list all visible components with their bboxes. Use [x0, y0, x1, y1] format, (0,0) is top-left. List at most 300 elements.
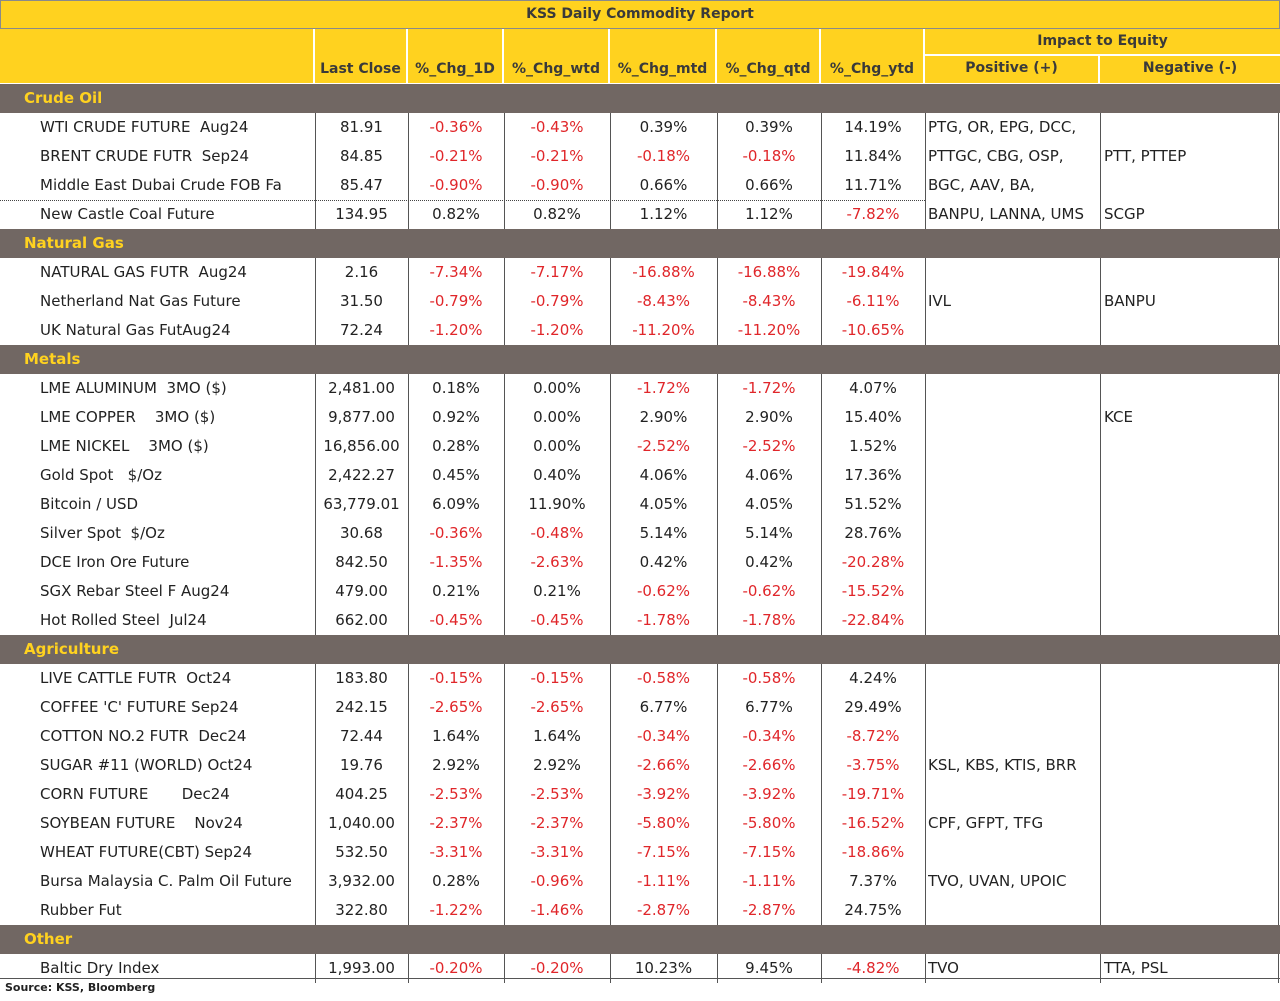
- positive-impact-cell: [928, 461, 1098, 490]
- chg-1d-cell: 0.82%: [432, 205, 480, 223]
- last-close-cell: 242.15: [335, 698, 388, 716]
- table-row: [0, 867, 1280, 896]
- chg-mtd-cell: 0.39%: [639, 118, 688, 136]
- last-close-cell: 72.44: [340, 727, 383, 745]
- chg-1d-cell: -1.20%: [429, 321, 483, 339]
- chg-wtd-cell: -0.20%: [530, 959, 584, 977]
- last-close-cell: 63,779.01: [323, 495, 400, 513]
- section-header: Metals: [0, 345, 1280, 374]
- header-blank: [0, 29, 315, 83]
- column-divider: [408, 258, 409, 345]
- right-border: [1278, 113, 1279, 229]
- negative-impact-cell: [1104, 838, 1278, 867]
- column-divider: [504, 664, 505, 925]
- negative-impact-cell: [1104, 896, 1278, 925]
- negative-impact-cell: TTA, PSL: [1104, 959, 1168, 977]
- chg-qtd-cell: 6.77%: [745, 698, 793, 716]
- section-header: Natural Gas: [0, 229, 1280, 258]
- report-title: KSS Daily Commodity Report: [0, 0, 1280, 29]
- chg-ytd-cell: -15.52%: [841, 582, 905, 600]
- chg-ytd-cell: -8.72%: [846, 727, 900, 745]
- chg-1d-cell: 6.09%: [432, 495, 480, 513]
- table-row: [0, 751, 1280, 780]
- negative-impact-cell: [1104, 171, 1278, 200]
- header-last-close: Last Close: [315, 29, 408, 83]
- commodity-name: Hot Rolled Steel Jul24: [40, 611, 207, 629]
- table-row: [0, 200, 1280, 229]
- commodity-name: DCE Iron Ore Future: [40, 553, 190, 571]
- chg-1d-cell: -0.20%: [429, 959, 483, 977]
- chg-mtd-cell: 10.23%: [634, 959, 693, 977]
- chg-ytd-cell: 28.76%: [844, 524, 902, 542]
- chg-ytd-cell: -19.84%: [841, 263, 905, 281]
- negative-impact-cell: [1104, 722, 1278, 751]
- right-border: [1278, 664, 1279, 925]
- chg-1d-cell: 2.92%: [432, 756, 480, 774]
- table-row: [0, 142, 1280, 171]
- column-divider: [925, 258, 926, 345]
- table-row: [0, 171, 1280, 200]
- commodity-name: LME NICKEL 3MO ($): [40, 437, 209, 455]
- positive-impact-cell: [928, 722, 1098, 751]
- chg-1d-cell: 0.21%: [432, 582, 480, 600]
- chg-ytd-cell: -10.65%: [841, 321, 905, 339]
- chg-1d-cell: -0.45%: [429, 611, 483, 629]
- chg-qtd-cell: -3.92%: [742, 785, 796, 803]
- chg-1d-cell: -0.36%: [429, 524, 483, 542]
- positive-impact-cell: [928, 258, 1098, 287]
- chg-qtd-cell: -2.66%: [742, 756, 796, 774]
- chg-1d-cell: -7.34%: [429, 263, 483, 281]
- column-divider: [717, 258, 718, 345]
- chg-wtd-cell: 0.00%: [533, 437, 581, 455]
- chg-mtd-cell: -0.34%: [636, 727, 691, 745]
- last-close-cell: 3,932.00: [328, 872, 395, 890]
- chg-mtd-cell: -2.52%: [636, 437, 691, 455]
- negative-impact-cell: [1104, 432, 1278, 461]
- chg-qtd-cell: -7.15%: [742, 843, 796, 861]
- last-close-cell: 532.50: [335, 843, 388, 861]
- chg-qtd-cell: -1.78%: [742, 611, 796, 629]
- commodity-name: Bitcoin / USD: [40, 495, 139, 513]
- chg-mtd-cell: -11.20%: [632, 321, 695, 339]
- last-close-cell: 842.50: [335, 553, 388, 571]
- last-close-cell: 19.76: [340, 756, 383, 774]
- positive-impact-cell: BGC, AAV, BA,: [928, 176, 1035, 194]
- table-row: [0, 490, 1280, 519]
- commodity-name: CORN FUTURE Dec24: [40, 785, 230, 803]
- column-divider: [925, 374, 926, 635]
- column-divider: [717, 374, 718, 635]
- table-row: [0, 780, 1280, 809]
- section-header: Other: [0, 925, 1280, 954]
- table-row: [0, 577, 1280, 606]
- chg-qtd-cell: -16.88%: [737, 263, 801, 281]
- negative-impact-cell: [1104, 113, 1278, 142]
- positive-impact-cell: [928, 432, 1098, 461]
- positive-impact-cell: [928, 838, 1098, 867]
- chg-1d-cell: -0.15%: [429, 669, 483, 687]
- chg-1d-cell: -1.35%: [429, 553, 483, 571]
- header-positive: Positive (+): [925, 56, 1100, 83]
- chg-mtd-cell: -1.72%: [636, 379, 691, 397]
- last-close-cell: 183.80: [335, 669, 388, 687]
- negative-impact-cell: [1104, 577, 1278, 606]
- column-divider: [315, 258, 316, 345]
- commodity-name: Netherland Nat Gas Future: [40, 292, 241, 310]
- chg-mtd-cell: 4.06%: [639, 466, 688, 484]
- negative-impact-cell: [1104, 606, 1278, 635]
- negative-impact-cell: [1104, 316, 1278, 345]
- chg-1d-cell: 0.28%: [432, 437, 480, 455]
- table-row: [0, 519, 1280, 548]
- column-divider: [504, 374, 505, 635]
- row-separator: [0, 200, 925, 201]
- chg-wtd-cell: -1.20%: [530, 321, 584, 339]
- chg-ytd-cell: -3.75%: [846, 756, 900, 774]
- commodity-name: Middle East Dubai Crude FOB Fa: [40, 176, 282, 194]
- column-divider: [1100, 374, 1101, 635]
- header-chg-wtd: %_Chg_wtd: [504, 29, 610, 83]
- last-close-cell: 2.16: [344, 263, 379, 281]
- chg-qtd-cell: -2.52%: [742, 437, 796, 455]
- chg-ytd-cell: -19.71%: [841, 785, 905, 803]
- table-row: [0, 838, 1280, 867]
- last-close-cell: 2,481.00: [328, 379, 395, 397]
- negative-impact-cell: PTT, PTTEP: [1104, 147, 1187, 165]
- chg-ytd-cell: 4.24%: [849, 669, 897, 687]
- last-close-cell: 479.00: [335, 582, 388, 600]
- table-row: [0, 548, 1280, 577]
- table-row: [0, 722, 1280, 751]
- chg-ytd-cell: -7.82%: [846, 205, 900, 223]
- negative-impact-cell: BANPU: [1104, 292, 1156, 310]
- chg-ytd-cell: 29.49%: [844, 698, 902, 716]
- commodity-name: COTTON NO.2 FUTR Dec24: [40, 727, 247, 745]
- column-divider: [821, 374, 822, 635]
- right-border: [1278, 258, 1279, 345]
- positive-impact-cell: [928, 577, 1098, 606]
- column-divider: [504, 113, 505, 229]
- last-close-cell: 84.85: [340, 147, 383, 165]
- header-impact: Impact to Equity: [925, 29, 1280, 56]
- chg-mtd-cell: -1.11%: [636, 872, 691, 890]
- positive-impact-cell: [928, 664, 1098, 693]
- chg-mtd-cell: 0.66%: [639, 176, 688, 194]
- chg-mtd-cell: -7.15%: [636, 843, 691, 861]
- table-row: [0, 461, 1280, 490]
- table-row: [0, 432, 1280, 461]
- chg-wtd-cell: -0.45%: [530, 611, 584, 629]
- chg-1d-cell: -2.53%: [429, 785, 483, 803]
- column-divider: [821, 113, 822, 229]
- chg-qtd-cell: -0.18%: [742, 147, 796, 165]
- column-divider: [925, 664, 926, 925]
- chg-ytd-cell: 15.40%: [844, 408, 902, 426]
- chg-wtd-cell: 1.64%: [533, 727, 581, 745]
- header-chg-qtd: %_Chg_qtd: [717, 29, 821, 83]
- chg-mtd-cell: -0.18%: [636, 147, 691, 165]
- commodity-name: Baltic Dry Index: [40, 959, 160, 977]
- chg-wtd-cell: -0.21%: [530, 147, 584, 165]
- chg-1d-cell: -2.65%: [429, 698, 483, 716]
- chg-qtd-cell: -8.43%: [742, 292, 796, 310]
- chg-ytd-cell: 24.75%: [844, 901, 902, 919]
- chg-ytd-cell: -22.84%: [841, 611, 905, 629]
- commodity-name: SGX Rebar Steel F Aug24: [40, 582, 230, 600]
- chg-ytd-cell: 51.52%: [844, 495, 902, 513]
- commodity-name: Bursa Malaysia C. Palm Oil Future: [40, 872, 292, 890]
- column-divider: [925, 113, 926, 229]
- table-row: [0, 606, 1280, 635]
- table-row: [0, 316, 1280, 345]
- chg-wtd-cell: -7.17%: [530, 263, 584, 281]
- chg-ytd-cell: -16.52%: [841, 814, 905, 832]
- last-close-cell: 31.50: [340, 292, 383, 310]
- positive-impact-cell: PTTGC, CBG, OSP,: [928, 147, 1064, 165]
- chg-ytd-cell: 4.07%: [849, 379, 897, 397]
- chg-1d-cell: -0.36%: [429, 118, 483, 136]
- header-chg-1d: %_Chg_1D: [408, 29, 504, 83]
- commodity-name: SUGAR #11 (WORLD) Oct24: [40, 756, 253, 774]
- chg-wtd-cell: 0.82%: [533, 205, 581, 223]
- chg-ytd-cell: 7.37%: [849, 872, 897, 890]
- chg-mtd-cell: -0.62%: [636, 582, 691, 600]
- chg-wtd-cell: -2.37%: [530, 814, 584, 832]
- last-close-cell: 134.95: [335, 205, 388, 223]
- chg-mtd-cell: -8.43%: [636, 292, 691, 310]
- chg-wtd-cell: 11.90%: [528, 495, 586, 513]
- chg-wtd-cell: 2.92%: [533, 756, 581, 774]
- commodity-name: NATURAL GAS FUTR Aug24: [40, 263, 247, 281]
- column-divider: [610, 374, 611, 635]
- table-row: [0, 809, 1280, 838]
- last-close-cell: 662.00: [335, 611, 388, 629]
- chg-wtd-cell: -0.90%: [530, 176, 584, 194]
- negative-impact-cell: [1104, 693, 1278, 722]
- last-close-cell: 72.24: [340, 321, 383, 339]
- last-close-cell: 30.68: [340, 524, 383, 542]
- chg-ytd-cell: -4.82%: [846, 959, 900, 977]
- chg-qtd-cell: 0.42%: [745, 553, 793, 571]
- chg-1d-cell: 0.92%: [432, 408, 480, 426]
- chg-qtd-cell: -0.62%: [742, 582, 796, 600]
- column-divider: [1100, 258, 1101, 345]
- chg-qtd-cell: -5.80%: [742, 814, 796, 832]
- chg-qtd-cell: -11.20%: [737, 321, 801, 339]
- column-divider: [408, 664, 409, 925]
- chg-wtd-cell: 0.00%: [533, 379, 581, 397]
- chg-mtd-cell: -16.88%: [632, 263, 695, 281]
- table-row: [0, 374, 1280, 403]
- column-divider: [821, 664, 822, 925]
- positive-impact-cell: [928, 490, 1098, 519]
- commodity-name: BRENT CRUDE FUTR Sep24: [40, 147, 250, 165]
- chg-mtd-cell: -2.66%: [636, 756, 691, 774]
- chg-wtd-cell: -0.48%: [530, 524, 584, 542]
- chg-mtd-cell: 4.05%: [639, 495, 688, 513]
- negative-impact-cell: [1104, 461, 1278, 490]
- chg-mtd-cell: -0.58%: [636, 669, 691, 687]
- chg-wtd-cell: -1.46%: [530, 901, 584, 919]
- commodity-name: Gold Spot $/Oz: [40, 466, 162, 484]
- column-divider: [315, 664, 316, 925]
- positive-impact-cell: [928, 519, 1098, 548]
- column-divider: [315, 113, 316, 229]
- negative-impact-cell: [1104, 809, 1278, 838]
- chg-wtd-cell: -0.79%: [530, 292, 584, 310]
- negative-impact-cell: [1104, 490, 1278, 519]
- positive-impact-cell: [928, 693, 1098, 722]
- header-chg-ytd: %_Chg_ytd: [821, 29, 925, 83]
- column-divider: [408, 113, 409, 229]
- chg-ytd-cell: 14.19%: [844, 118, 902, 136]
- section-header: Crude Oil: [0, 84, 1280, 113]
- last-close-cell: 85.47: [340, 176, 383, 194]
- chg-qtd-cell: 1.12%: [745, 205, 793, 223]
- chg-qtd-cell: -0.58%: [742, 669, 796, 687]
- chg-ytd-cell: 11.84%: [844, 147, 902, 165]
- chg-mtd-cell: 6.77%: [639, 698, 688, 716]
- chg-qtd-cell: 5.14%: [745, 524, 793, 542]
- positive-impact-cell: [928, 548, 1098, 577]
- commodity-name: SOYBEAN FUTURE Nov24: [40, 814, 243, 832]
- chg-qtd-cell: 2.90%: [745, 408, 793, 426]
- chg-qtd-cell: 4.06%: [745, 466, 793, 484]
- chg-wtd-cell: 0.00%: [533, 408, 581, 426]
- header-negative: Negative (-): [1100, 56, 1280, 83]
- chg-ytd-cell: -20.28%: [841, 553, 905, 571]
- column-divider: [408, 374, 409, 635]
- column-divider: [610, 664, 611, 925]
- commodity-name: LME ALUMINUM 3MO ($): [40, 379, 227, 397]
- header-chg-mtd: %_Chg_mtd: [610, 29, 717, 83]
- chg-ytd-cell: -18.86%: [841, 843, 905, 861]
- chg-wtd-cell: -2.53%: [530, 785, 584, 803]
- chg-1d-cell: 0.18%: [432, 379, 480, 397]
- chg-mtd-cell: -5.80%: [636, 814, 691, 832]
- last-close-cell: 16,856.00: [323, 437, 400, 455]
- table-row: [0, 403, 1280, 432]
- negative-impact-cell: [1104, 664, 1278, 693]
- commodity-name: LME COPPER 3MO ($): [40, 408, 216, 426]
- last-close-cell: 9,877.00: [328, 408, 395, 426]
- positive-impact-cell: CPF, GFPT, TFG: [928, 814, 1044, 832]
- chg-wtd-cell: -3.31%: [530, 843, 584, 861]
- chg-mtd-cell: -3.92%: [636, 785, 691, 803]
- column-divider: [1100, 113, 1101, 229]
- chg-qtd-cell: -1.72%: [742, 379, 796, 397]
- chg-ytd-cell: 1.52%: [849, 437, 897, 455]
- chg-wtd-cell: -2.63%: [530, 553, 584, 571]
- positive-impact-cell: PTG, OR, EPG, DCC,: [928, 118, 1077, 136]
- negative-impact-cell: [1104, 867, 1278, 896]
- commodity-name: Silver Spot $/Oz: [40, 524, 165, 542]
- chg-mtd-cell: -1.78%: [636, 611, 691, 629]
- column-divider: [821, 258, 822, 345]
- chg-qtd-cell: -1.11%: [742, 872, 796, 890]
- negative-impact-cell: [1104, 548, 1278, 577]
- commodity-name: LIVE CATTLE FUTR Oct24: [40, 669, 232, 687]
- chg-wtd-cell: -0.43%: [530, 118, 584, 136]
- column-divider: [610, 113, 611, 229]
- chg-qtd-cell: 4.05%: [745, 495, 793, 513]
- table-row: [0, 258, 1280, 287]
- positive-impact-cell: [928, 606, 1098, 635]
- commodity-name: UK Natural Gas FutAug24: [40, 321, 231, 339]
- chg-wtd-cell: -0.15%: [530, 669, 584, 687]
- chg-ytd-cell: 11.71%: [844, 176, 902, 194]
- chg-qtd-cell: -2.87%: [742, 901, 796, 919]
- chg-1d-cell: -0.79%: [429, 292, 483, 310]
- positive-impact-cell: [928, 316, 1098, 345]
- chg-1d-cell: 1.64%: [432, 727, 480, 745]
- column-divider: [717, 113, 718, 229]
- table-row: [0, 664, 1280, 693]
- column-divider: [610, 258, 611, 345]
- last-close-cell: 1,040.00: [328, 814, 395, 832]
- chg-qtd-cell: 0.39%: [745, 118, 793, 136]
- chg-wtd-cell: -2.65%: [530, 698, 584, 716]
- last-close-cell: 404.25: [335, 785, 388, 803]
- chg-1d-cell: -0.90%: [429, 176, 483, 194]
- chg-ytd-cell: 17.36%: [844, 466, 902, 484]
- chg-ytd-cell: -6.11%: [846, 292, 900, 310]
- positive-impact-cell: TVO: [928, 959, 959, 977]
- chg-qtd-cell: 9.45%: [745, 959, 793, 977]
- source-note: Source: KSS, Bloomberg: [5, 981, 156, 994]
- chg-1d-cell: 0.28%: [432, 872, 480, 890]
- chg-qtd-cell: -0.34%: [742, 727, 796, 745]
- column-divider: [1100, 664, 1101, 925]
- positive-impact-cell: IVL: [928, 292, 952, 310]
- last-close-cell: 2,422.27: [328, 466, 395, 484]
- chg-1d-cell: -0.21%: [429, 147, 483, 165]
- positive-impact-cell: [928, 896, 1098, 925]
- chg-wtd-cell: -0.96%: [530, 872, 584, 890]
- negative-impact-cell: KCE: [1104, 408, 1133, 426]
- negative-impact-cell: [1104, 374, 1278, 403]
- negative-impact-cell: [1104, 258, 1278, 287]
- positive-impact-cell: [928, 374, 1098, 403]
- chg-wtd-cell: 0.21%: [533, 582, 581, 600]
- positive-impact-cell: TVO, UVAN, UPOIC: [928, 872, 1067, 890]
- negative-impact-cell: SCGP: [1104, 205, 1145, 223]
- chg-mtd-cell: 5.14%: [639, 524, 688, 542]
- positive-impact-cell: [928, 780, 1098, 809]
- commodity-name: Rubber Fut: [40, 901, 122, 919]
- positive-impact-cell: KSL, KBS, KTIS, BRR: [928, 756, 1077, 774]
- positive-impact-cell: BANPU, LANNA, UMS: [928, 205, 1084, 223]
- column-divider: [504, 258, 505, 345]
- column-divider: [315, 374, 316, 635]
- chg-1d-cell: -3.31%: [429, 843, 483, 861]
- commodity-name: COFFEE 'C' FUTURE Sep24: [40, 698, 239, 716]
- negative-impact-cell: [1104, 751, 1278, 780]
- table-row: [0, 287, 1280, 316]
- commodity-name: WTI CRUDE FUTURE Aug24: [40, 118, 249, 136]
- table-bottom-rule: [0, 978, 1280, 979]
- chg-mtd-cell: 2.90%: [639, 408, 688, 426]
- commodity-name: WHEAT FUTURE(CBT) Sep24: [40, 843, 253, 861]
- commodity-name: New Castle Coal Future: [40, 205, 215, 223]
- chg-wtd-cell: 0.40%: [533, 466, 581, 484]
- last-close-cell: 1,993.00: [328, 959, 395, 977]
- negative-impact-cell: [1104, 519, 1278, 548]
- chg-qtd-cell: 0.66%: [745, 176, 793, 194]
- chg-mtd-cell: 1.12%: [639, 205, 688, 223]
- chg-1d-cell: -2.37%: [429, 814, 483, 832]
